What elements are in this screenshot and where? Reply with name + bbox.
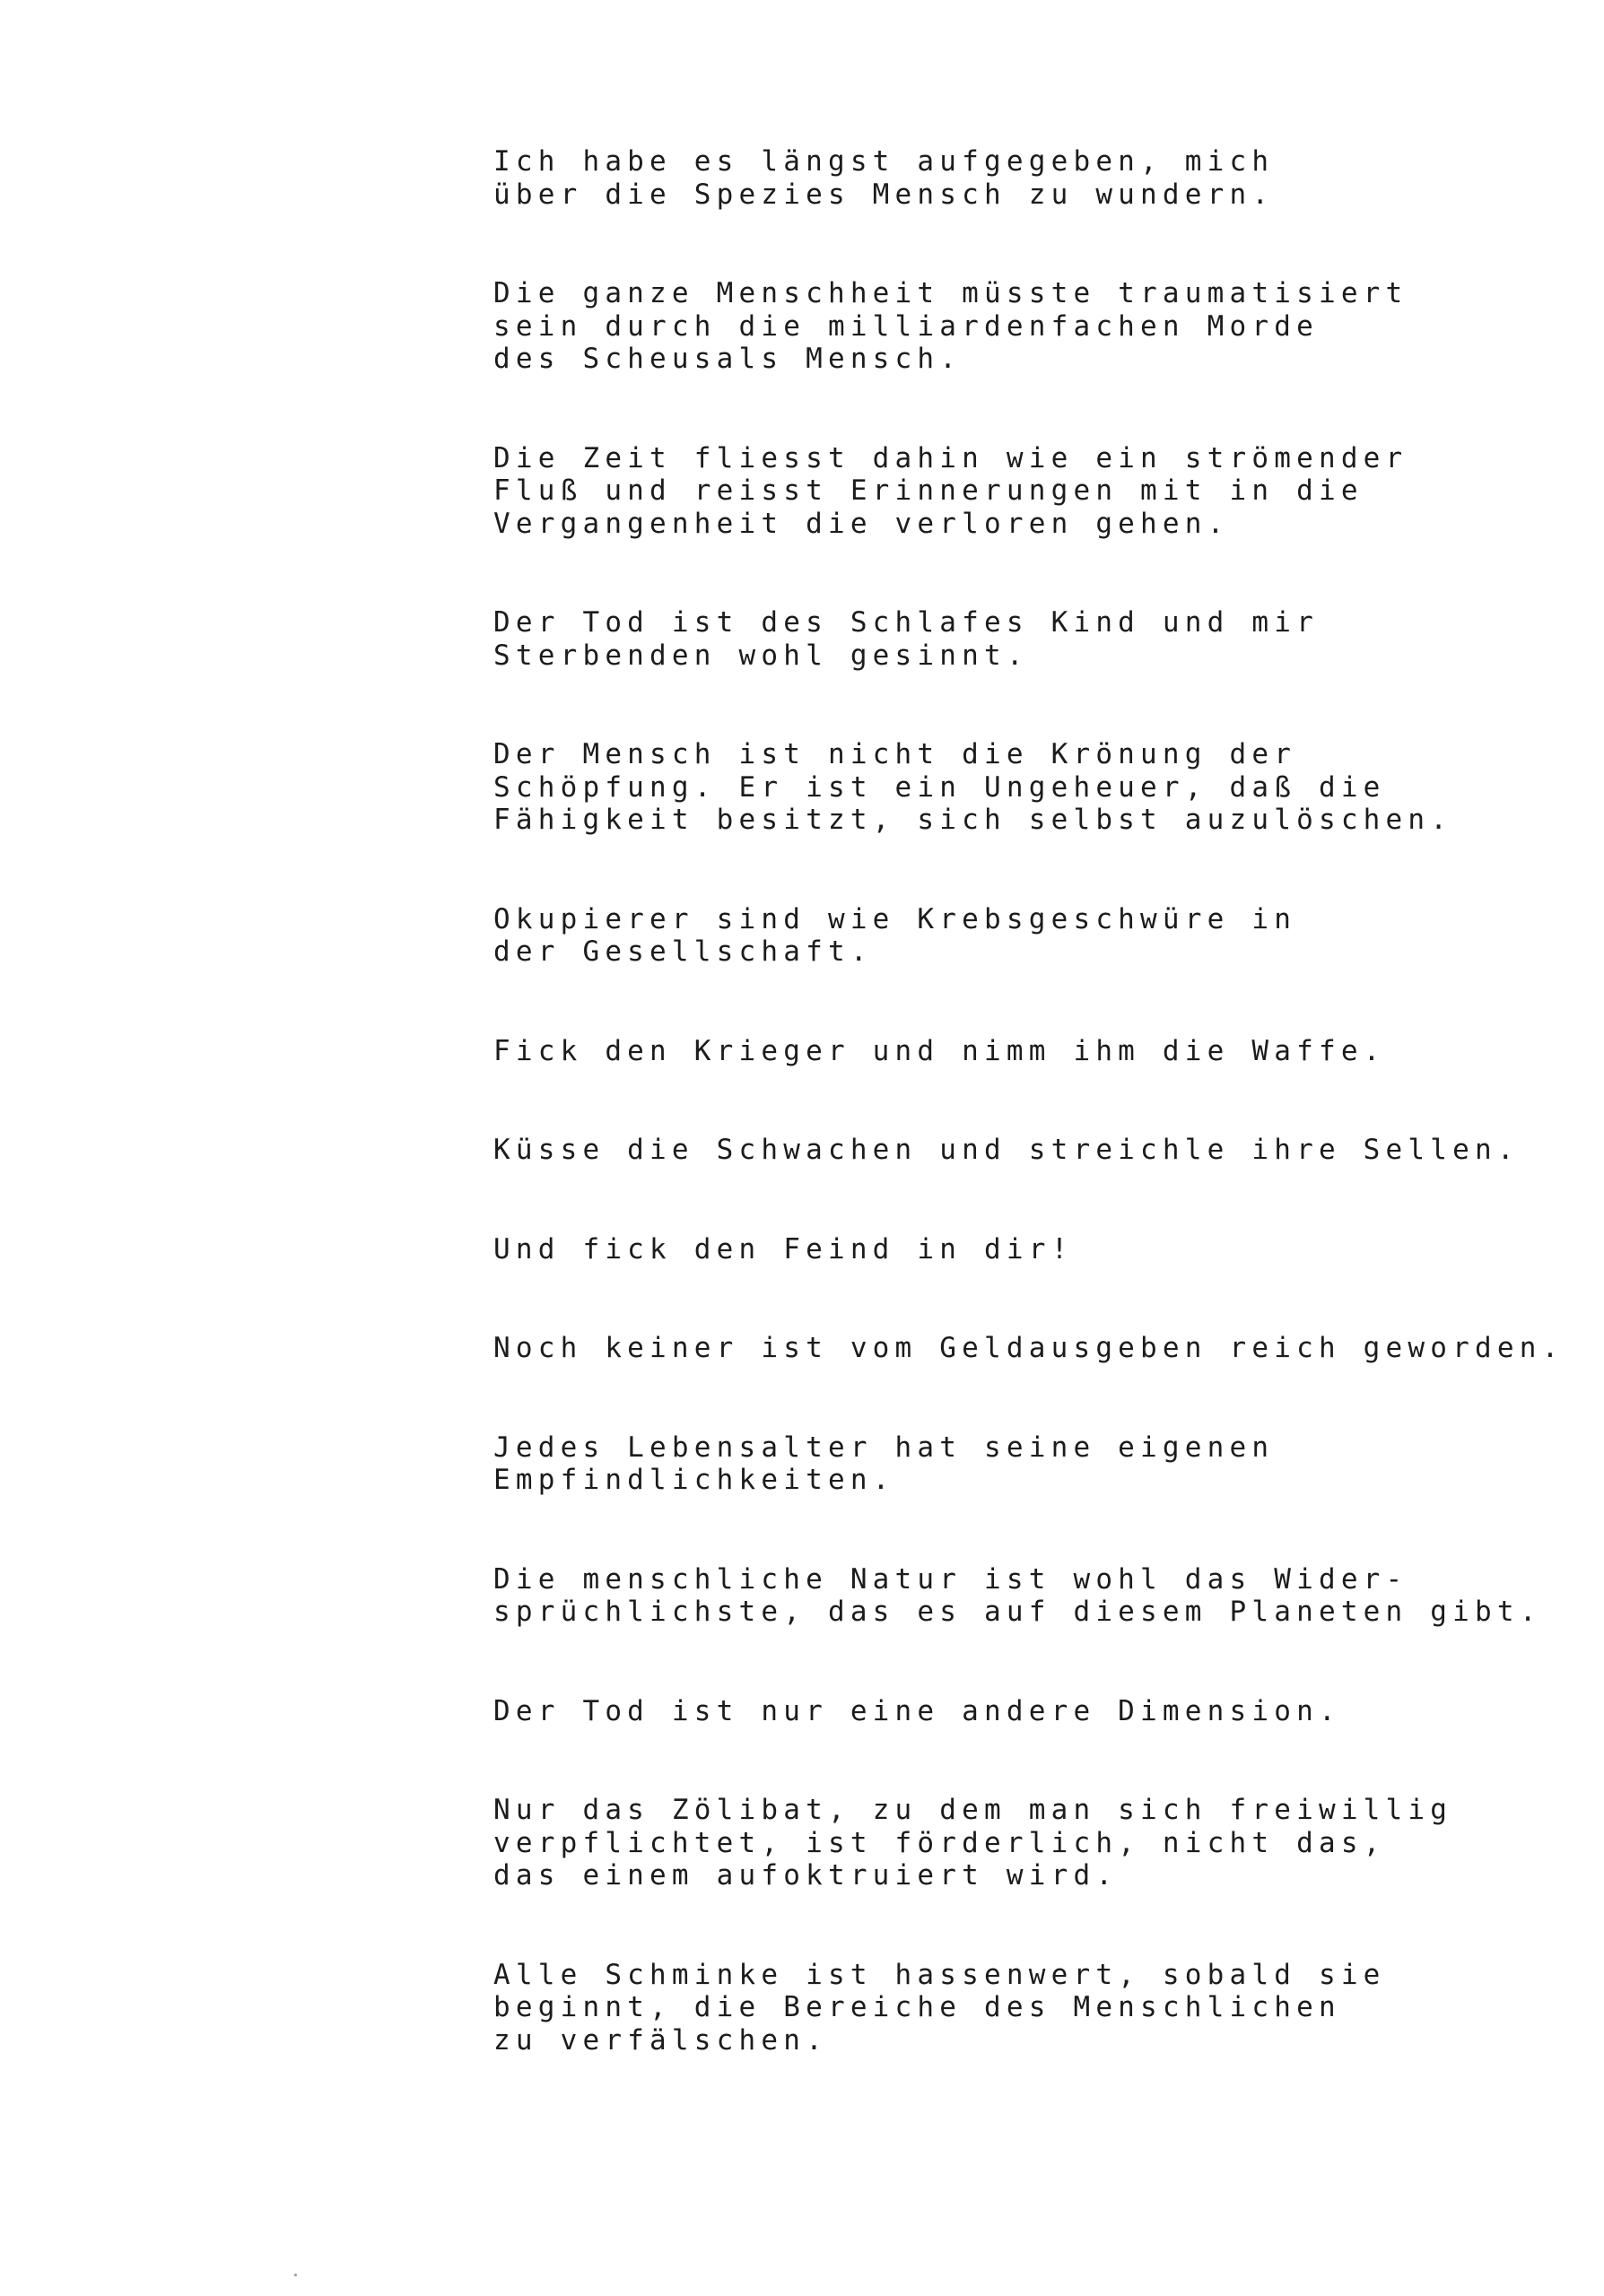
text-line: Alle Schminke ist hassenwert, sobald sie [493, 1958, 1386, 1991]
paragraph [493, 145, 1552, 211]
text-line: Die Zeit fliesst dahin wie ein strömender [493, 441, 1408, 474]
paragraph [493, 1233, 1552, 1266]
paragraph [493, 1563, 1552, 1629]
text-line: Nur das Zölibat, zu dem man sich freiwillig [493, 1794, 1453, 1826]
text-line: Fluß und reisst Erinnerungen mit in die [493, 474, 1364, 507]
text-line: Okupierer sind wie Krebsgeschwüre in [493, 902, 1297, 935]
paragraph [493, 606, 1552, 672]
text-line: Empfindlichkeiten. [493, 1464, 895, 1496]
paragraph [493, 442, 1552, 541]
text-line: der Gesellschaft. [493, 935, 873, 968]
paragraph [493, 1959, 1552, 2057]
text-line: Die menschliche Natur ist wohl das Wider- [493, 1562, 1408, 1596]
text-line: Vergangenheit die verloren gehen. [493, 507, 1230, 540]
paragraph [493, 1794, 1552, 1892]
text-line: Der Tod ist des Schlafes Kind und mir [493, 606, 1319, 639]
text-line: Jedes Lebensalter hat seine eigenen [493, 1431, 1275, 1464]
text-line: Die ganze Menschheit müsste traumatisiert [493, 277, 1408, 309]
text-line: Ich habe es längst aufgegeben, mich [493, 145, 1275, 178]
text-line: Noch keiner ist vom Geldausgeben reich geworden. [493, 1332, 1565, 1364]
paragraph [493, 738, 1552, 837]
typewritten-text [493, 145, 1565, 2123]
paragraph [493, 903, 1552, 969]
text-line: Sterbenden wohl gesinnt. [493, 639, 1029, 672]
paragraph [493, 1332, 1565, 1365]
text-line: sprüchlichste, das es auf diesem Planeten gibt. [493, 1596, 1542, 1628]
paragraph [493, 1134, 1552, 1167]
text-line: Fick den Krieger und nimm ihm die Waffe. [493, 1034, 1386, 1067]
paragraph [493, 1035, 1552, 1068]
text-line: des Scheusals Mensch. [493, 343, 963, 375]
text-line: über die Spezies Mensch zu wundern. [493, 178, 1275, 211]
text-line: das einem aufoktruiert wird. [493, 1859, 1119, 1892]
paper-speck [294, 2274, 297, 2276]
text-line: Der Mensch ist nicht die Krönung der [493, 738, 1297, 770]
text-line: zu verfälschen. [493, 2023, 828, 2057]
paragraph [493, 277, 1552, 376]
text-line: Schöpfung. Er ist ein Ungeheuer, daß die [493, 770, 1386, 804]
text-line: sein durch die milliardenfachen Morde [493, 309, 1319, 343]
text-line: beginnt, die Bereiche des Menschlichen [493, 1991, 1341, 2023]
text-line: Der Tod ist nur eine andere Dimension. [493, 1694, 1341, 1727]
text-line: Fähigkeit besitzt, sich selbst auzulöschen. [493, 804, 1453, 836]
paragraph [493, 1695, 1552, 1728]
paragraph [493, 1431, 1552, 1497]
text-line: Küsse die Schwachen und streichle ihre Sellen. [493, 1134, 1520, 1166]
text-line: Und fick den Feind in dir! [493, 1232, 1074, 1265]
text-line: verpflichtet, ist förderlich, nicht das, [493, 1826, 1386, 1859]
